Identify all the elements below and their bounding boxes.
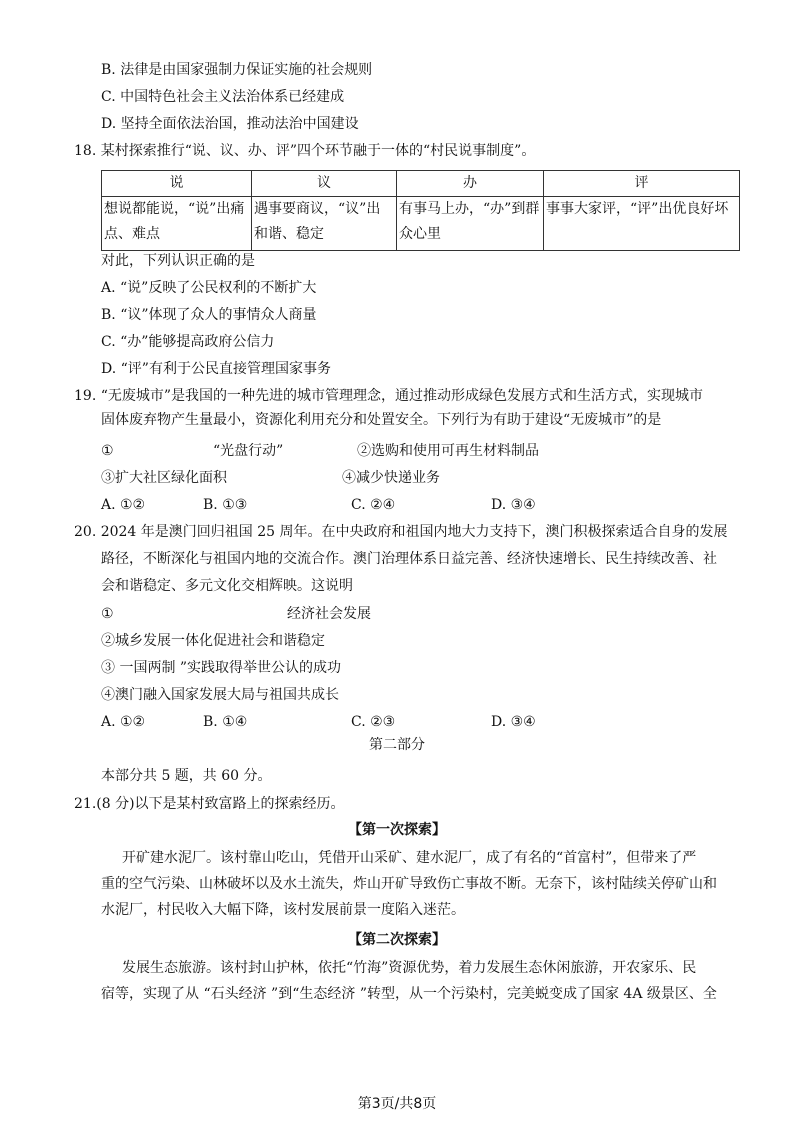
q21-stem: 21.(8 分)以下是某村致富路上的探索经历。 — [74, 796, 345, 812]
q17-option-c: C. 中国特色社会主义法治体系已经建成 — [101, 89, 345, 105]
q21-para2-line2: 宿等，实现了从 “石头经济 ”到“生态经济 ”转型，从一个污染村，完美蜕变成了国家 4A 级景区、全 — [101, 986, 717, 1002]
q20-stem-line3: 会和谐稳定、多元文化交相辉映。这说明 — [101, 578, 353, 594]
page-number: 第3页/共8页 — [357, 1096, 437, 1112]
q20-option-b: B. ①④ — [203, 714, 248, 730]
part-two-title: 第二部分 — [369, 737, 425, 753]
q18-option-c: C. “办”能够提高政府公信力 — [101, 334, 275, 350]
q18-option-d: D. “评”有利于公民直接管理国家事务 — [101, 361, 331, 377]
q20-statement-1-row — [0, 604, 794, 624]
q21-heading-2: 【第二次探索】 — [348, 932, 446, 948]
table-cell: 想说都能说，“说”出痛点、难点 — [102, 197, 252, 251]
q20-option-d: D. ③④ — [491, 714, 536, 730]
q19-statement-2: ②选购和使用可再生材料制品 — [357, 443, 539, 459]
q19-option-d: D. ③④ — [491, 497, 536, 513]
q19-option-c: C. ②④ — [351, 497, 396, 513]
q17-option-b: B. 法律是由国家强制力保证实施的社会规则 — [101, 62, 373, 78]
q20-statement-3: ③ 一国两制 ”实践取得举世公认的成功 — [101, 660, 342, 676]
q21-para1-line2: 重的空气污染、山林破坏以及水土流失，炸山开矿导致伤亡事故不断。无奈下，该村陆续关停矿山和 — [101, 876, 717, 892]
q19-statements-row1 — [0, 441, 794, 461]
q18-table — [101, 170, 740, 251]
q19-stem-line2: 固体废弃物产生量最小，资源化利用充分和处置安全。下列行为有助于建设“无废城市”的是 — [101, 412, 662, 428]
q21-para1-line3: 水泥厂，村民收入大幅下降，该村发展前景一度陷入迷茫。 — [101, 902, 465, 918]
table-header-cell: 议 — [252, 171, 397, 197]
q21-heading-1: 【第一次探索】 — [348, 822, 446, 838]
table-cell: 事事大家评，“评”出优良好坏 — [544, 197, 740, 251]
table-cell: 遇事要商议，“议”出和谐、稳定 — [252, 197, 397, 251]
q18-option-b: B. “议”体现了众人的事情众人商量 — [101, 307, 317, 323]
q20-statement-1-number: ① — [101, 606, 114, 622]
q19-statement-1-number: ① — [101, 443, 114, 459]
q18-stem: 18. 某村探索推行“说、议、办、评”四个环节融于一体的“村民说事制度”。 — [74, 143, 536, 159]
q21-para2-line1: 发展生态旅游。该村封山护林，依托“竹海”资源优势，着力发展生态休闲旅游，开农家乐、民 — [122, 960, 697, 976]
q19-statement-3: ③扩大社区绿化面积 — [101, 470, 227, 486]
q20-option-a: A. ①② — [101, 714, 146, 730]
q20-option-c: C. ②③ — [351, 714, 396, 730]
table-header-row — [102, 171, 740, 197]
table-cell: 有事马上办，“办”到群众心里 — [397, 197, 544, 251]
table-header-cell: 办 — [397, 171, 544, 197]
q18-option-a: A. “说”反映了公民权利的不断扩大 — [101, 280, 317, 296]
q19-stem-line1: 19. “无废城市”是我国的一种先进的城市管理理念，通过推动形成绿色发展方式和生活方式，实现城市 — [74, 388, 704, 404]
q20-statement-4: ④澳门融入国家发展大局与祖国共成长 — [101, 687, 339, 703]
q17-option-d: D. 坚持全面依法治国，推动法治中国建设 — [101, 116, 359, 132]
q19-statement-1: “光盘行动” — [213, 443, 284, 459]
table-header-cell: 说 — [102, 171, 252, 197]
table-row — [102, 197, 740, 251]
q19-option-b: B. ①③ — [203, 497, 248, 513]
q19-statements-row2 — [0, 468, 794, 488]
q20-statement-2: ②城乡发展一体化促进社会和谐稳定 — [101, 633, 325, 649]
q19-options — [0, 495, 794, 515]
table-header-cell: 评 — [544, 171, 740, 197]
part-two-note: 本部分共 5 题，共 60 分。 — [101, 768, 272, 784]
q21-para1-line1: 开矿建水泥厂。该村靠山吃山，凭借开山采矿、建水泥厂，成了有名的“首富村”，但带来了严 — [122, 850, 697, 866]
q19-statement-4: ④减少快递业务 — [342, 470, 440, 486]
q18-prompt: 对此，下列认识正确的是 — [101, 253, 255, 269]
q19-option-a: A. ①② — [101, 497, 146, 513]
q20-statement-1: 经济社会发展 — [287, 606, 371, 622]
q20-stem-line2: 路径，不断深化与祖国内地的交流合作。澳门治理体系日益完善、经济快速增长、民生持续改善、社 — [101, 551, 717, 567]
q20-options — [0, 712, 794, 732]
q20-stem-line1: 20. 2024 年是澳门回归祖国 25 周年。在中央政府和祖国内地大力支持下，澳门积极探索适合自身的发展 — [74, 524, 728, 540]
